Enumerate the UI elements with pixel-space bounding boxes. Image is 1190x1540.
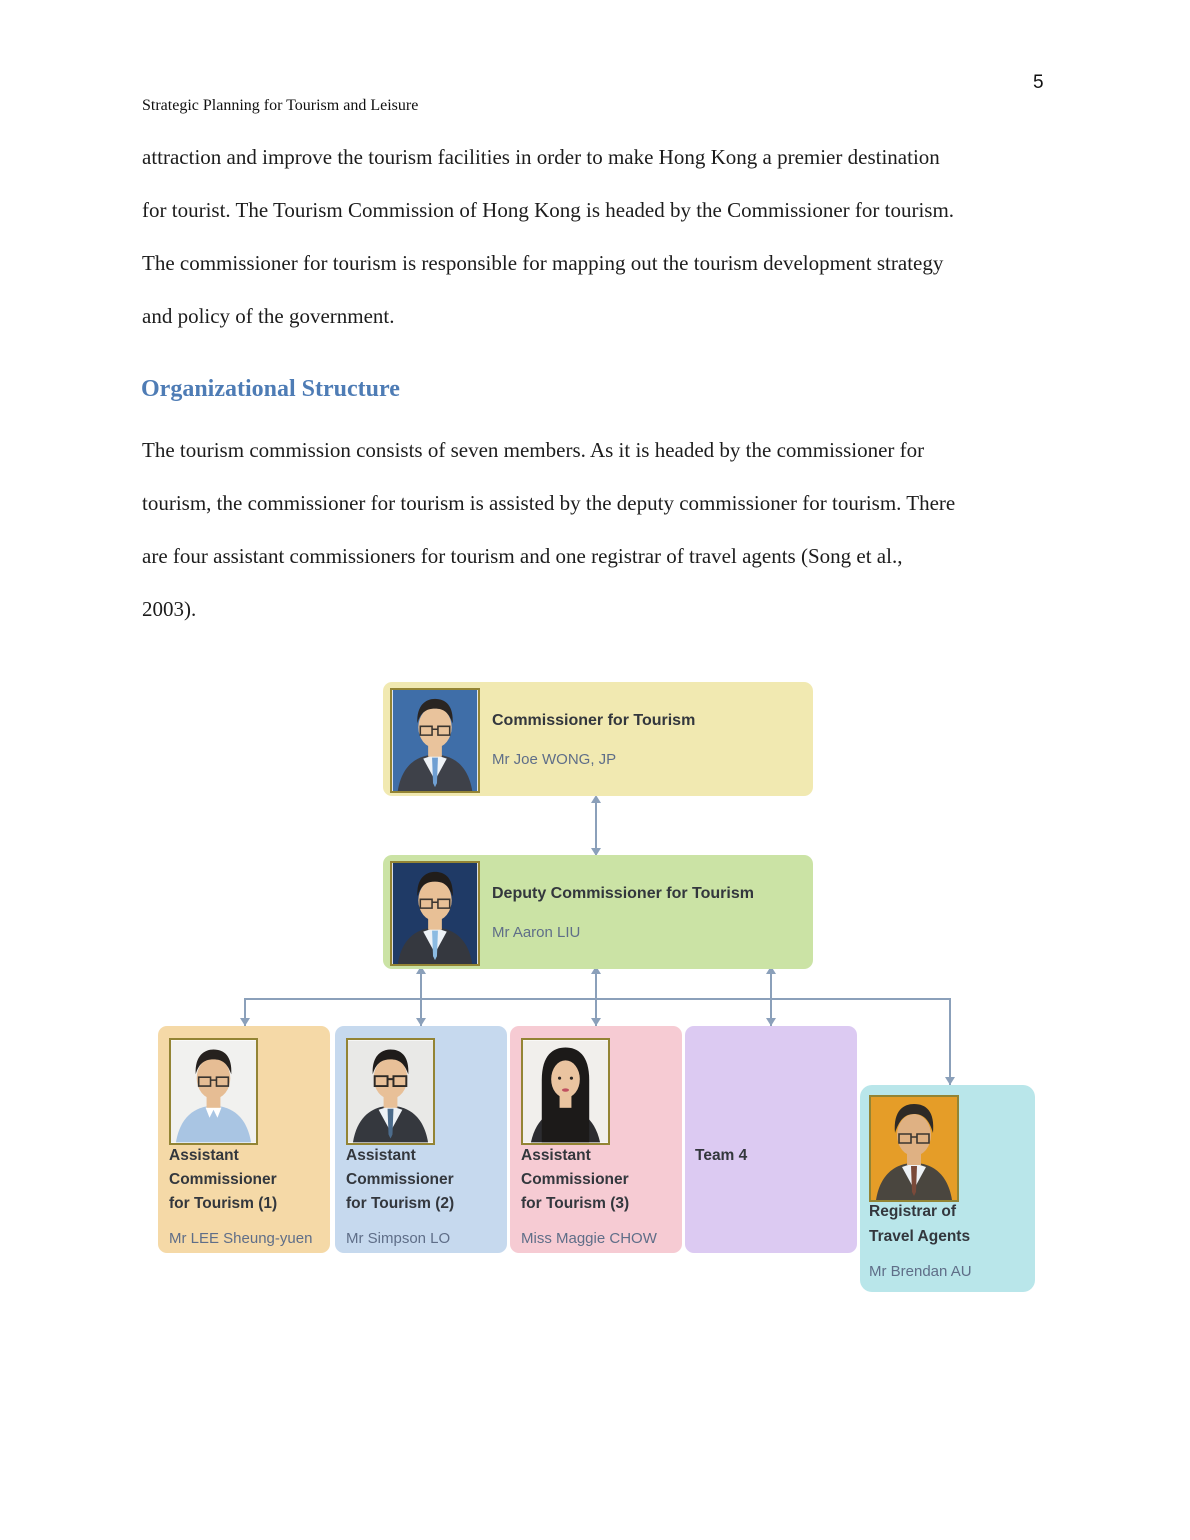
- node-title-line: for Tourism (3): [521, 1195, 630, 1212]
- photo-registrar-travel-agents: [869, 1095, 959, 1202]
- paragraph-line: attraction and improve the tourism facilities in order to make Hong Kong a premier destination: [142, 145, 940, 169]
- org-node-assistant-commissioner-2: [335, 1026, 507, 1253]
- paragraph-line: 2003).: [142, 597, 197, 621]
- connector-line: [245, 998, 951, 1000]
- paragraph-line: The tourism commission consists of seven members. As it is headed by the commissioner for: [142, 438, 925, 462]
- node-name: Mr Brendan AU: [869, 1263, 972, 1280]
- node-title-line: for Tourism (2): [346, 1195, 455, 1212]
- node-title-line: Assistant: [169, 1147, 239, 1164]
- node-title-line: Travel Agents: [869, 1228, 971, 1245]
- node-title: [869, 1199, 970, 1249]
- node-title: [169, 1144, 277, 1216]
- photo-assistant-commissioner-2: [346, 1038, 435, 1145]
- connector-arrow: [945, 1077, 955, 1085]
- node-title-line: Commissioner: [346, 1171, 454, 1188]
- photo-assistant-commissioner-1: [169, 1038, 258, 1145]
- connector-arrow: [766, 1018, 776, 1026]
- connector-arrow: [591, 1018, 601, 1026]
- paragraph-line: for tourist. The Tourism Commission of Hong Kong is headed by the Commissioner for tourism.: [142, 198, 955, 222]
- node-name: Mr Simpson LO: [346, 1230, 451, 1247]
- page-number: 5: [1033, 72, 1044, 93]
- photo-assistant-commissioner-3: [521, 1038, 610, 1145]
- node-name: Mr LEE Sheung-yuen: [169, 1230, 313, 1247]
- org-node-assistant-commissioner-3: [510, 1026, 682, 1253]
- node-name: Mr Joe WONG, JP: [492, 751, 617, 768]
- node-title-line: Assistant: [346, 1147, 416, 1164]
- node-title: Commissioner for Tourism: [492, 712, 696, 729]
- paragraph-line: tourism, the commissioner for tourism is assisted by the deputy commissioner for tourism. There: [142, 491, 956, 515]
- paragraph-line: The commissioner for tourism is responsible for mapping out the tourism development strategy: [142, 251, 944, 275]
- section-heading: Organizational Structure: [141, 376, 400, 402]
- node-title-line: Commissioner: [521, 1171, 629, 1188]
- connector-arrow: [591, 795, 601, 803]
- node-name: Mr Aaron LIU: [492, 924, 581, 941]
- connector-line: [949, 998, 951, 1085]
- node-title-line: Assistant: [521, 1147, 591, 1164]
- paragraph-line: are four assistant commissioners for tourism and one registrar of travel agents (Song et al.,: [142, 544, 903, 568]
- node-title: [521, 1144, 629, 1216]
- connector-arrow: [416, 1018, 426, 1026]
- node-title-line: Registrar of: [869, 1203, 956, 1220]
- org-node-team-4: [685, 1026, 857, 1253]
- node-title-line: for Tourism (1): [169, 1195, 278, 1212]
- node-title-line: Commissioner: [169, 1171, 277, 1188]
- connector-arrow: [240, 1018, 250, 1026]
- org-node-deputy-commissioner: [383, 855, 813, 969]
- photo-commissioner: [390, 688, 480, 793]
- photo-deputy-commissioner: [390, 861, 480, 966]
- paragraph-line: and policy of the government.: [142, 304, 395, 328]
- node-title: [346, 1144, 454, 1216]
- node-name: Miss Maggie CHOW: [521, 1230, 657, 1247]
- org-node-commissioner: [383, 682, 813, 796]
- node-title: Team 4: [695, 1147, 748, 1164]
- org-node-registrar-travel-agents: [860, 1085, 1035, 1292]
- node-title: Deputy Commissioner for Tourism: [492, 885, 754, 902]
- running-header: Strategic Planning for Tourism and Leisure: [142, 97, 419, 114]
- org-node-assistant-commissioner-1: [158, 1026, 330, 1253]
